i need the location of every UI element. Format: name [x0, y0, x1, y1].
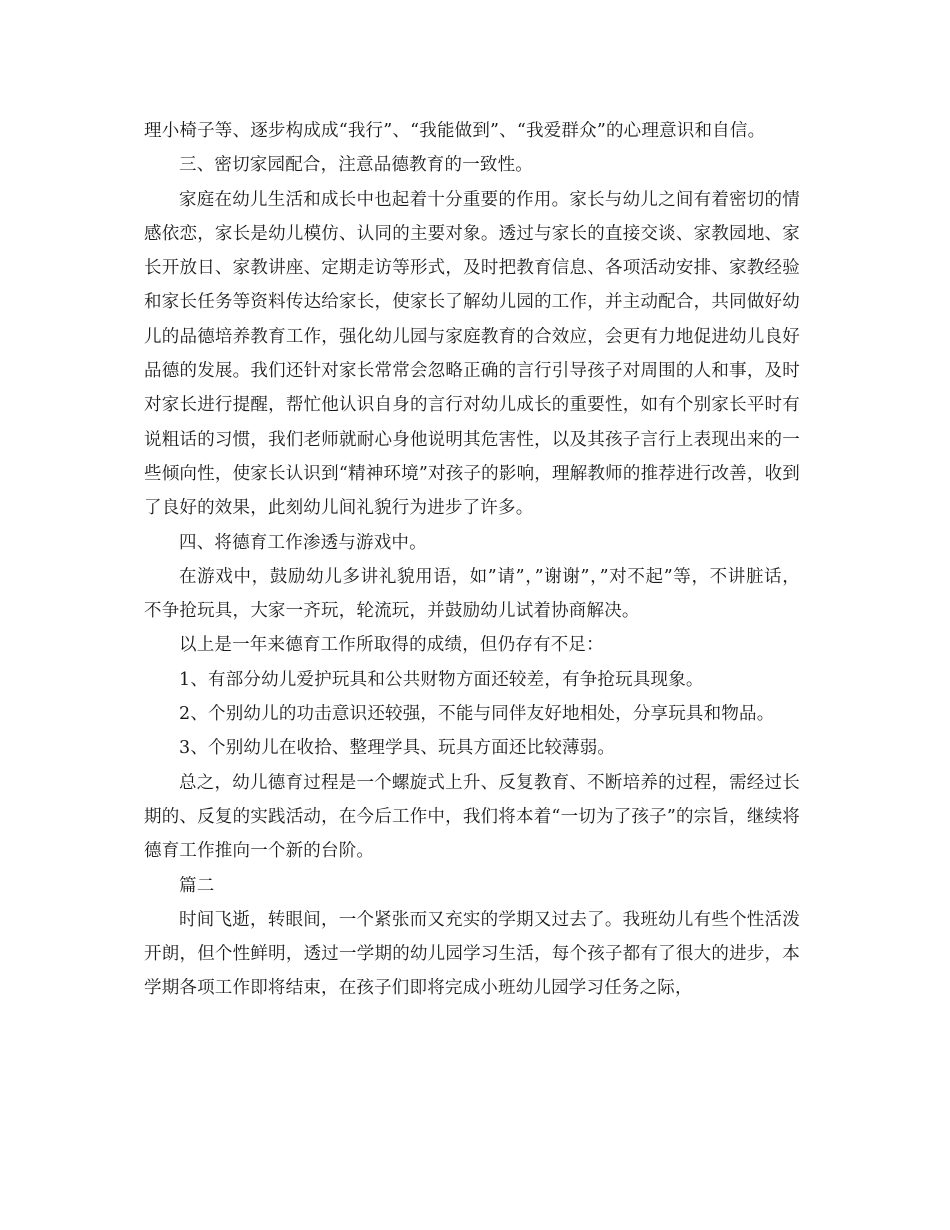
list-item-1: 1、有部分幼儿爱护玩具和公共财物方面还较差，有争抢玩具现象。 [179, 669, 704, 690]
document-body [144, 114, 800, 1006]
paragraph-shortcomings-intro: 以上是一年来德育工作所取得的成绩，但仍存有不足： [179, 635, 604, 656]
paragraph-part-two-opening: 时间飞逝，转眼间，一个紧张而又充实的学期又过去了。我班幼儿有些个性活泼开朗，但个性鲜明，透过一学期的幼儿园学习生活，每个孩子都有了很大的进步，本学期各项工作即将结束，在孩子们即将完成小班幼儿园学习任务之际， [144, 909, 800, 999]
section-heading-3: 三、密切家园配合，注意品德教育的一致性。 [179, 155, 533, 176]
paragraph-family-cooperation: 家庭在幼儿生活和成长中也起着十分重要的作用。家长与幼儿之间有着密切的情感依恋，家长是幼儿模仿、认同的主要对象。透过与家长的直接交谈、家教园地、家长开放日、家教讲座、定期走访等形式，及时把教育信息、各项活动安排、家教经验和家长任务等资料传达给家长，使家长了解幼儿园的工作，并主动配合，共同做好幼儿的品德培养教育工作，强化幼儿园与家庭教育的合效应，会更有力地促进幼儿良好品德的发展。我们还针对家长常常会忽略正确的言行引导孩子对周围的人和事，及时对家长进行提醒，帮忙他认识自身的言行对幼儿成长的重要性，如有个别家长平时有说粗话的习惯，我们老师就耐心身他说明其危害性，以及其孩子言行上表现出来的一些倾向性，使家长认识到“精神环境”对孩子的影响，理解教师的推荐进行改善，收到了良好的效果，此刻幼儿间礼貌行为进步了许多。 [144, 189, 800, 519]
list-item-2: 2、个别幼儿的功击意识还较强，不能与同伴友好地相处，分享玩具和物品。 [179, 704, 775, 725]
paragraph-intro-continuation: 理小椅子等、逐步构成成“我行”、“我能做到”、“我爱群众”的心理意识和自信。 [144, 121, 766, 141]
list-item-3: 3、个别幼儿在收拾、整理学具、玩具方面还比较薄弱。 [179, 738, 616, 759]
paragraph-conclusion: 总之，幼儿德育过程是一个螺旋式上升、反复教育、不断培养的过程，需经过长期的、反复的实践活动，在今后工作中，我们将本着“一切为了孩子”的宗旨，继续将德育工作推向一个新的台阶。 [144, 772, 800, 862]
section-title-part-two: 篇二 [179, 875, 215, 896]
section-heading-4: 四、将德育工作渗透与游戏中。 [179, 532, 427, 553]
paragraph-games: 在游戏中，鼓励幼儿多讲礼貌用语，如”请”，”谢谢”，”对不起”等，不讲脏话，不争抢玩具，大家一齐玩，轮流玩，并鼓励幼儿试着协商解决。 [144, 566, 800, 622]
